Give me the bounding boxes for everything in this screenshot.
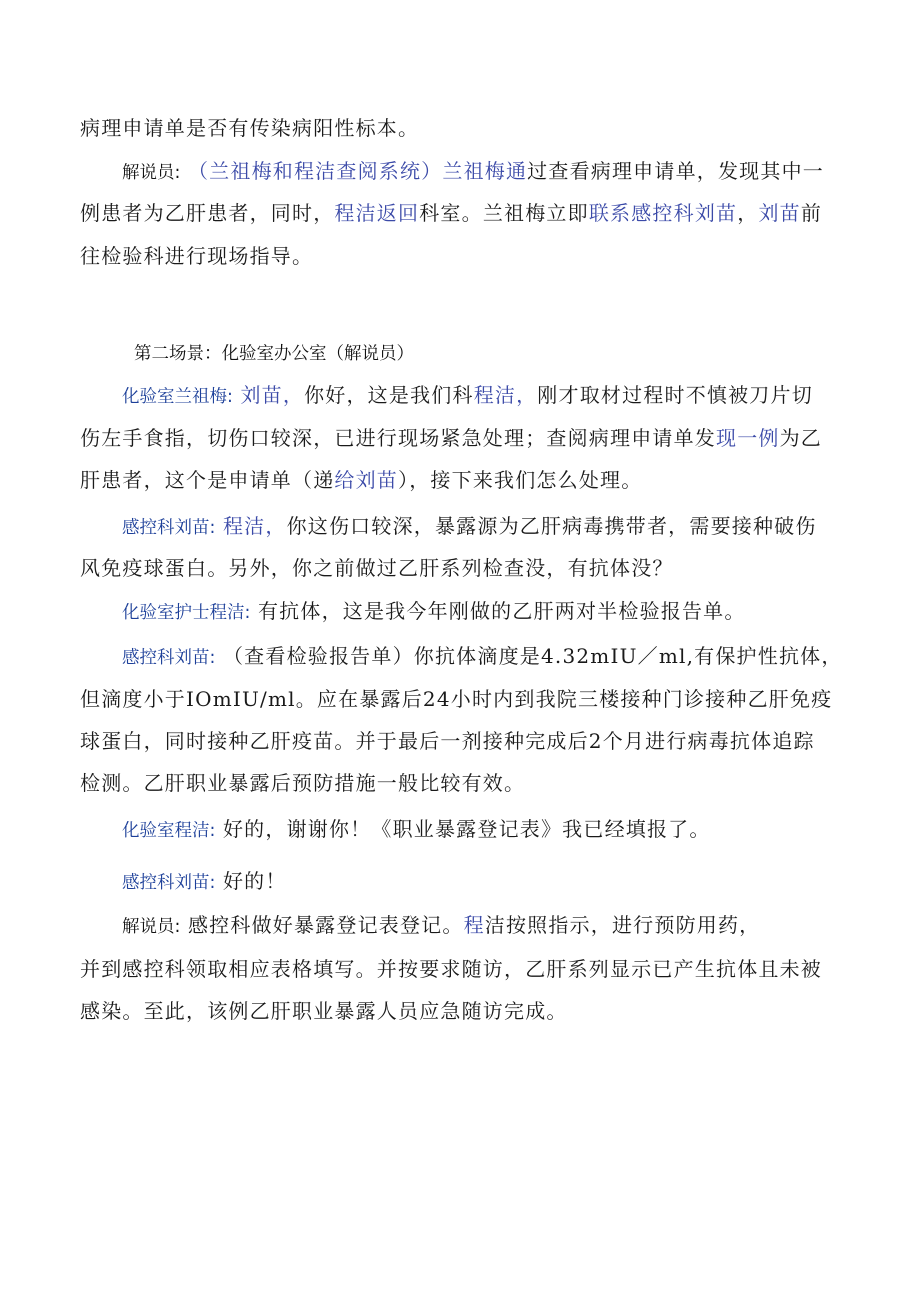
body-text: 你好，这是我们科 [304,383,474,407]
paragraph-line [122,157,892,187]
paragraph-line [122,815,892,845]
body-text: 感染。至此，该例乙肝职业暴露人员应急随访完成。 [80,999,568,1023]
body-text: 洁按照指示，进行预防用药， [484,913,761,937]
body-text: 好的！ [222,869,287,893]
body-text: 但滴度小于IOmIU/ml。应在暴露后24小时内到我院三楼接种门诊接种乙肝免疫 [80,687,833,711]
body-text: ），接下来我们怎么处理。 [398,468,643,492]
paragraph-line [80,114,850,142]
highlighted-text: 给刘苗 [334,468,399,492]
section-heading: 第二场景：化验室办公室（解说员） [134,344,414,364]
highlighted-text: 联系感控科刘苗 [588,201,738,225]
speaker-label: 化验室程洁: [122,821,216,841]
paragraph-line [122,867,892,897]
body-text: 检测。乙肝职业暴露后预防措施一般比较有效。 [80,771,526,795]
paragraph-line [80,424,850,452]
highlighted-text: 程洁返回 [334,201,420,225]
paragraph-line [80,554,850,582]
highlighted-text: 程洁， [473,383,538,407]
highlighted-text: 现一例 [716,426,780,450]
highlighted-text: 程洁， [222,514,287,538]
speaker-label: 感控科刘苗: [122,518,216,538]
body-text: 肝患者，这个是申请单（递 [80,468,335,492]
paragraph-line [122,597,892,627]
paragraph-line [80,199,850,227]
body-text: 感控科做好暴露登记表登记。 [187,913,464,937]
paragraph-line [80,242,850,270]
body-text: 为乙 [779,426,823,450]
speaker-label: 解说员: [122,163,181,183]
body-text: 往检验科进行现场指导。 [80,244,314,268]
speaker-label: 化验室护士程洁: [122,603,251,623]
paragraph-line [80,727,850,755]
paragraph-line [80,997,850,1025]
body-text: 刚才取材过程时不慎被刀片切 [537,383,813,407]
paragraph-line [122,512,892,542]
body-text: 好的，谢谢你！《职业暴露登记表》我已经填报了。 [222,817,711,841]
body-text: 例患者为乙肝患者，同时， [80,201,335,225]
paragraph-line [80,955,850,983]
speaker-label: 感控科刘苗: [122,873,216,893]
body-text: 病理申请单是否有传染病阳性标本。 [80,116,420,140]
highlighted-text: 程 [463,913,485,937]
body-text: 前 [800,201,823,225]
paragraph-line [122,911,892,941]
body-text: 伤左手食指，切伤口较深，已进行现场紧急处理；查阅病理申请单发 [80,426,716,450]
body-text: （查看检验报告单）你抗体滴度是4.32mIU／ml,有保护性抗体， [222,644,843,668]
body-text: ， [737,201,759,225]
body-text: 有抗体，这是我今年刚做的乙肝两对半检验报告单。 [257,599,746,623]
body-text: 你这伤口较深，暴露源为乙肝病毒携带者，需要接种破伤 [286,514,817,538]
paragraph-line [122,381,892,411]
paragraph-line [122,642,892,672]
speaker-label: 化验室兰祖梅: [122,387,233,407]
body-text: 过查看病理申请单，发现其中一 [527,159,824,183]
paragraph-line [80,769,850,797]
speaker-label: 解说员: [122,917,181,937]
body-text: 并到感控科领取相应表格填写。并按要求随访，乙肝系列显示已产生抗体且未被 [80,957,822,981]
body-text: 科室。兰祖梅立即 [419,201,589,225]
body-text: 球蛋白，同时接种乙肝疫苗。并于最后一剂接种完成后2个月进行病毒抗体追踪 [80,729,815,753]
speaker-label: 感控科刘苗: [122,648,216,668]
highlighted-text: （兰祖梅和程洁查阅系统）兰祖梅通 [187,159,528,183]
paragraph-line [80,685,850,713]
body-text: 风免疫球蛋白。另外，你之前做过乙肝系列检查没，有抗体没？ [80,556,674,580]
highlighted-text: 刘苗 [758,201,801,225]
paragraph-line [80,466,850,494]
highlighted-text: 刘苗， [240,383,305,407]
